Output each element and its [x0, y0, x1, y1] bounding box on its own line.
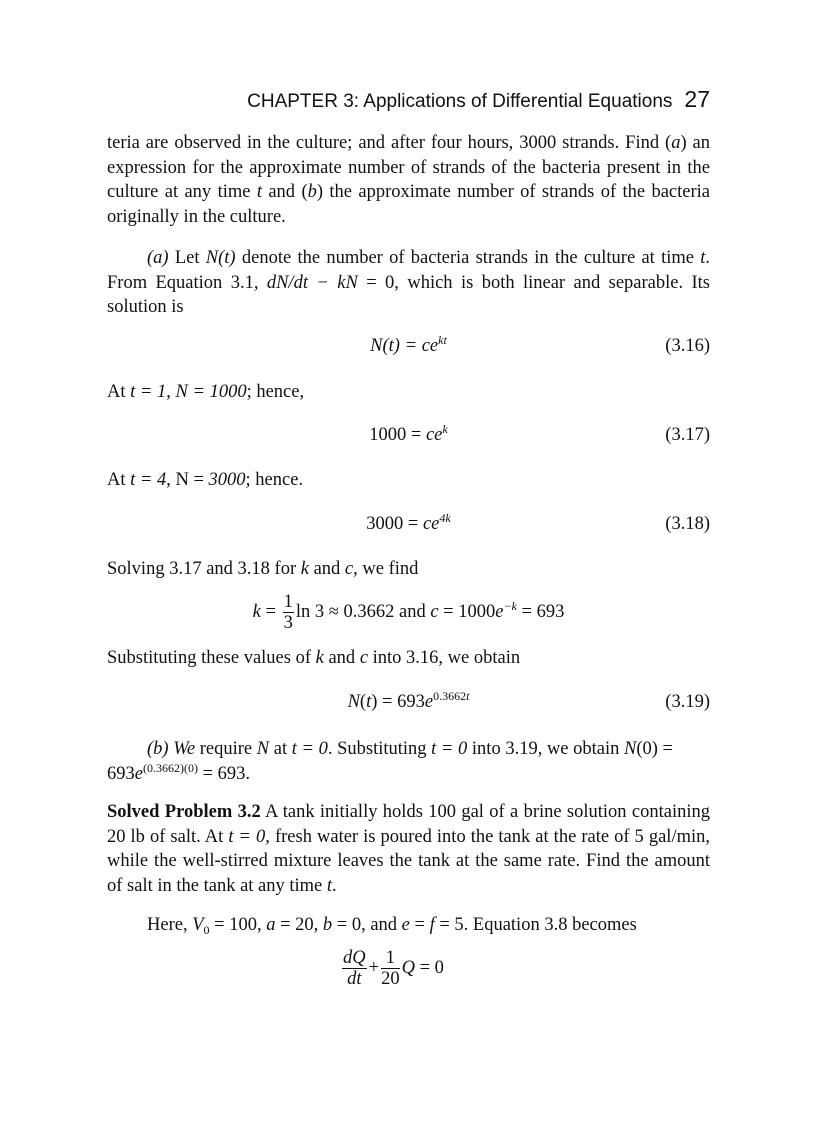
equation-3-18: $3000 = ce^{4k}$ (3.18) — [366, 511, 710, 534]
paragraph-intro: teria are observed in the culture; and after four hours, 3000 strands. Find (a) an expression for the approximate number of strands of the bacteria present in the culture at any time t and (b) the approximate number of strands of the bacteria originally in the culture. — [107, 133, 711, 227]
equation-k-c: k = $\frac{1}{3}$ ln 3 ≈ 0.3662 and $c = 1000e^{-k} = 693$ — [252, 592, 565, 633]
equation-number: (3.17) — [665, 425, 710, 445]
equation-3-19: $N(t) = 693e^{0.3662t}$ (3.19) — [347, 689, 710, 712]
page-number: 27 — [684, 86, 710, 112]
line-here: Here, $V_0 = 100$, a = 20, b = 0, and e = f = 5. Equation 3.8 becomes — [147, 915, 637, 937]
equation-number: (3.19) — [665, 692, 710, 712]
equation-number: (3.16) — [665, 336, 710, 356]
line-at-t1: At t = 1, N = 1000; hence, — [107, 382, 305, 402]
equation-number: (3.18) — [665, 514, 710, 534]
solved-problem-3-2: Solved Problem 3.2 A tank initially holds 100 gal of a brine solution containing 20 lb of salt. At t = 0, fresh water is poured into the tank at the rate of 5 gal/min, while the well-stirred mixture leaves the tank at the same rate. Find the amount of salt in the tank at any time t. — [107, 802, 710, 896]
paragraph-part-a: (a) Let N(t) denote the number of bacteria strands in the culture at time t. From Equation 3.1, dN/dt − kN = 0, which is both linear and separable. Its solution is — [107, 248, 710, 317]
line-substituting: Substituting these values of k and c into 3.16, we obtain — [107, 648, 521, 668]
page-header — [0, 86, 710, 113]
chapter-title: CHAPTER 3: Applications of Differential Equations — [247, 91, 673, 112]
equation-3-16: $N(t) = ce^{kt}$ (3.16) — [370, 333, 710, 356]
equation-dq-dt: $\frac{dQ}{dt}$ + $\frac{1}{20}$ Q = 0 — [343, 948, 444, 989]
line-solving: Solving 3.17 and 3.18 for k and c, we find — [107, 559, 419, 579]
equation-3-17: $1000 = ce^k$ (3.17) — [369, 422, 710, 445]
problem-label: Solved Problem 3.2 — [107, 802, 261, 822]
paragraph-part-b: (b) We require N at t = 0. Substituting t = 0 into 3.19, we obtain $N(0) = 693e^{(0.3662)(0)} = 693$. — [107, 739, 673, 784]
line-at-t4: At t = 4, N = 3000; hence. — [107, 470, 304, 490]
